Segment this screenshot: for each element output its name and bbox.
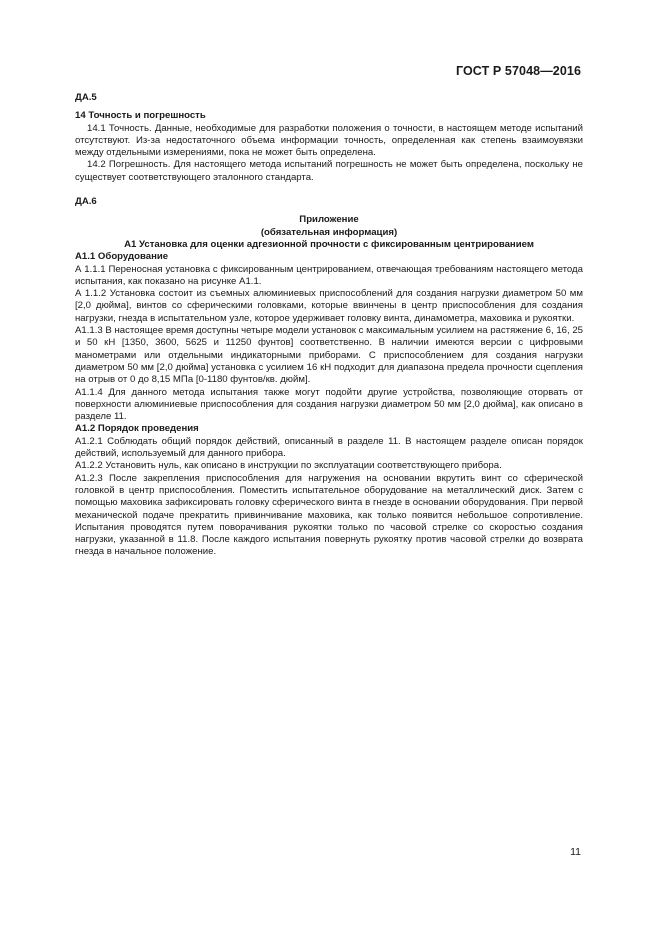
paragraph-a1-1-2: А 1.1.2 Установка состоит из съемных алюминиевых приспособлений для создания нагрузки диаметром 50 мм [2,0 дюйма], винтов со сферическими головками, которые ввинчены в центр приспособления для создания нагрузки, гнезда в испытательном узле, которое удерживает головку винта, динамометра, маховика и рукоятки. (75, 288, 583, 324)
paragraph-14-1: 14.1 Точность. Данные, необходимые для разработки положения о точности, в настоящем методе испытаний отсутствуют. Из-за недостаточного объема информации точность, определенная как степень взаимоувязки между отдельными измерениями, пока не может быть определена. (75, 122, 583, 159)
subsection-heading-procedure: А1.2 Порядок проведения (75, 423, 199, 435)
document-body (75, 92, 583, 559)
paragraph-a1-2-1: А1.2.1 Соблюдать общий порядок действий, описанный в разделе 11. В настоящем разделе описан порядок действий, используемый для данного прибора. (75, 435, 583, 460)
subsection-heading-equipment: А1.1 Оборудование (75, 251, 169, 263)
paragraph-a1-1-1: А 1.1.1 Переносная установка с фиксированным центрированием, отвечающая требованиям настоящего метода испытания, как показано на рисунке А1.1. (75, 263, 583, 287)
paragraph-14-2: 14.2 Погрешность. Для настоящего метода испытаний погрешность не может быть определена, поскольку не существует соответствующего эталонного стандарта. (75, 159, 583, 183)
appendix-heading: А1 Установка для оценки адгезионной прочности с фиксированным центрированием (124, 238, 534, 250)
section-label-da5: ДА.5 (75, 92, 97, 103)
paragraph-a1-2-3: А1.2.3 После закрепления приспособления для нагружения на основании вкрутить винт со сферической головкой в центр приспособления. Поместить испытательное оборудование на металлический диск. Затем с помощью маховика зафиксировать головку сферического винта в гнезде в основании оборудования. При первой механической подаче прекратить привинчивание маховика, как только появится небольшое сопротивление. Испытания проводятся путем поворачивания рукоятки только по часовой стрелке со скоростью создания нагрузки, указанной в 11.8. После каждого испытания повернуть рукоятку против часовой стрелки до возврата гнезда в начальное положение. (75, 472, 583, 558)
paragraph-a1-1-3: А1.1.3 В настоящее время доступны четыре модели установок с максимальным усилием на растяжение 6, 16, 25 и 50 кН [1350, 3600, 5625 и 11250 фунтов] соответственно. В наличии имеются версии с цифровыми манометрами или отдельными индикаторными приборами. С приспособлением для создания нагрузки диаметром 50 мм [2,0 дюйма] установка с усилием 16 кН подходит для диапазона предела прочности сцепления на отрыв от 0 до 8,15 МПа [0-1180 фунтов/кв. дюйм]. (75, 325, 584, 386)
appendix-status: (обязательная информация) (260, 226, 398, 238)
paragraph-a1-2-2: А1.2.2 Установить нуль, как описано в инструкции по эксплуатации соответствующего прибора. (75, 460, 502, 472)
section-heading-accuracy: 14 Точность и погрешность (75, 110, 206, 122)
document-code: ГОСТ Р 57048—2016 (455, 64, 581, 78)
section-label-da6: ДА.6 (75, 196, 97, 208)
page-number: 11 (570, 846, 581, 858)
appendix-title: Приложение (299, 214, 359, 226)
paragraph-a1-1-4: А1.1.4 Для данного метода испытания также могут подойти другие устройства, позволяющие оторвать от поверхности алюминиевые приспособления для создания нагрузки диаметром 50 мм [2,0 дюйма], как описано в разделе 11. (75, 386, 583, 423)
